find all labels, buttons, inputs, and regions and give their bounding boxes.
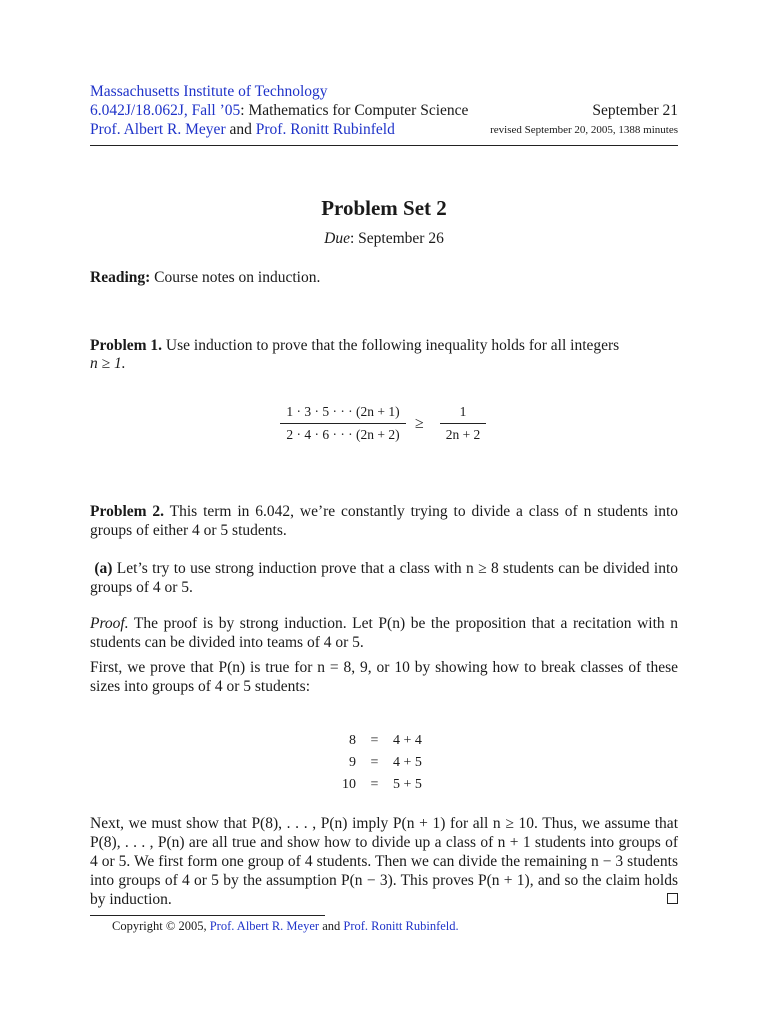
part-a-label: (a) <box>94 560 113 577</box>
problem-2-intro: This term in 6.042, we’re constantly trying to divide a class of n students into groups of either 4 or 5 students. <box>90 503 678 539</box>
footer-and: and <box>319 919 344 933</box>
rhs-denominator: 2n + 2 <box>445 427 481 442</box>
prof-meyer-link[interactable]: Prof. Albert R. Meyer <box>90 121 226 138</box>
equation-row <box>330 777 422 793</box>
header-date: September 21 <box>592 102 678 119</box>
equation-lhs: 9 <box>349 755 356 770</box>
reading-label: Reading: <box>90 269 151 286</box>
problem-2-statement <box>90 502 678 540</box>
equation-rhs: 5 + 5 <box>393 777 422 792</box>
rhs-fraction-bar <box>440 423 486 424</box>
equation-eq: = <box>370 733 379 748</box>
problem-1-label: Problem 1. <box>90 337 163 354</box>
equation-row <box>330 733 422 749</box>
due-label: Due <box>324 230 350 247</box>
inequality-sign: ≥ <box>415 415 424 432</box>
due-text: : September 26 <box>349 230 444 247</box>
equation-rhs: 4 + 5 <box>393 755 422 770</box>
equation-rhs: 4 + 4 <box>393 733 422 748</box>
header-rule <box>90 145 678 146</box>
equation-row <box>330 755 422 771</box>
part-a-text: Let’s try to use strong induction prove that a class with n ≥ 8 students can be divided into groups of 4 or 5. <box>90 560 679 596</box>
lhs-numerator: 1 · 3 · 5 · · · (2n + 1) <box>286 404 400 419</box>
reading-text: Course notes on induction. <box>150 269 321 286</box>
copyright-text: Copyright © 2005, <box>112 919 210 933</box>
proof-paragraph-2: First, we prove that P(n) is true for n = 8, 9, or 10 by showing how to break classes of these sizes into groups of 4 or 5 students: <box>90 659 678 695</box>
footer-period: . <box>455 919 459 933</box>
problem-1-condition: n ≥ 1. <box>90 355 126 372</box>
proof-text-1: The proof is by strong induction. Let P(n) be the proposition that a recitation with n students can be divided into teams of 4 or 5. <box>90 615 678 651</box>
course-line <box>90 101 468 120</box>
reading <box>90 269 320 287</box>
problem-1-statement <box>90 336 678 355</box>
qed-square-icon <box>667 893 678 904</box>
equation-lhs: 8 <box>349 733 356 748</box>
due-date <box>90 230 678 248</box>
proof-paragraph-3: Next, we must show that P(8), . . . , P(n) imply P(n + 1) for all n ≥ 10. Thus, we assume that P(8), . . . , P(n) are all true and show how to divide up a class of n + 1 students into groups of 4 or 5. We first form one group of 4 students. Then we can divide the remaining n − 3 students into groups of 4 or 5 by the assumption P(n − 3). This proves P(n + 1), and so the claim holds by induction. <box>90 815 678 908</box>
footer-prof-meyer-link[interactable]: Prof. Albert R. Meyer <box>209 919 320 933</box>
footnote-rule <box>90 915 325 916</box>
problem-2-label: Problem 2. <box>90 503 165 520</box>
proof-paragraph-1 <box>90 614 678 652</box>
rhs-fraction <box>440 404 486 443</box>
proof-label: Proof. <box>90 615 129 632</box>
professors-and: and <box>225 121 256 138</box>
page-title: Problem Set 2 <box>321 196 447 220</box>
part-a <box>90 559 678 597</box>
prof-rubinfeld-link[interactable]: Prof. Ronitt Rubinfeld <box>255 121 395 138</box>
equation-lhs: 10 <box>342 777 356 792</box>
institution-link[interactable]: Massachusetts Institute of Technology <box>90 83 328 100</box>
professors-line <box>90 120 395 139</box>
lhs-fraction <box>280 404 406 443</box>
lhs-denominator: 2 · 4 · 6 · · · (2n + 2) <box>286 427 400 442</box>
document-page <box>90 0 678 1024</box>
copyright-footer <box>112 919 459 934</box>
revised-note: revised September 20, 2005, 1388 minutes <box>490 124 678 136</box>
lhs-fraction-bar <box>280 423 406 424</box>
problem-1-text: Use induction to prove that the following inequality holds for all integers <box>162 337 620 354</box>
equation-eq: = <box>370 777 379 792</box>
course-code-link[interactable]: 6.042J/18.062J, Fall ’05 <box>90 102 241 119</box>
footer-prof-rubinfeld-link[interactable]: Prof. Ronitt Rubinfeld <box>343 919 456 933</box>
course-title: : Mathematics for Computer Science <box>240 102 469 119</box>
rhs-numerator: 1 <box>459 404 467 419</box>
equation-eq: = <box>370 755 379 770</box>
